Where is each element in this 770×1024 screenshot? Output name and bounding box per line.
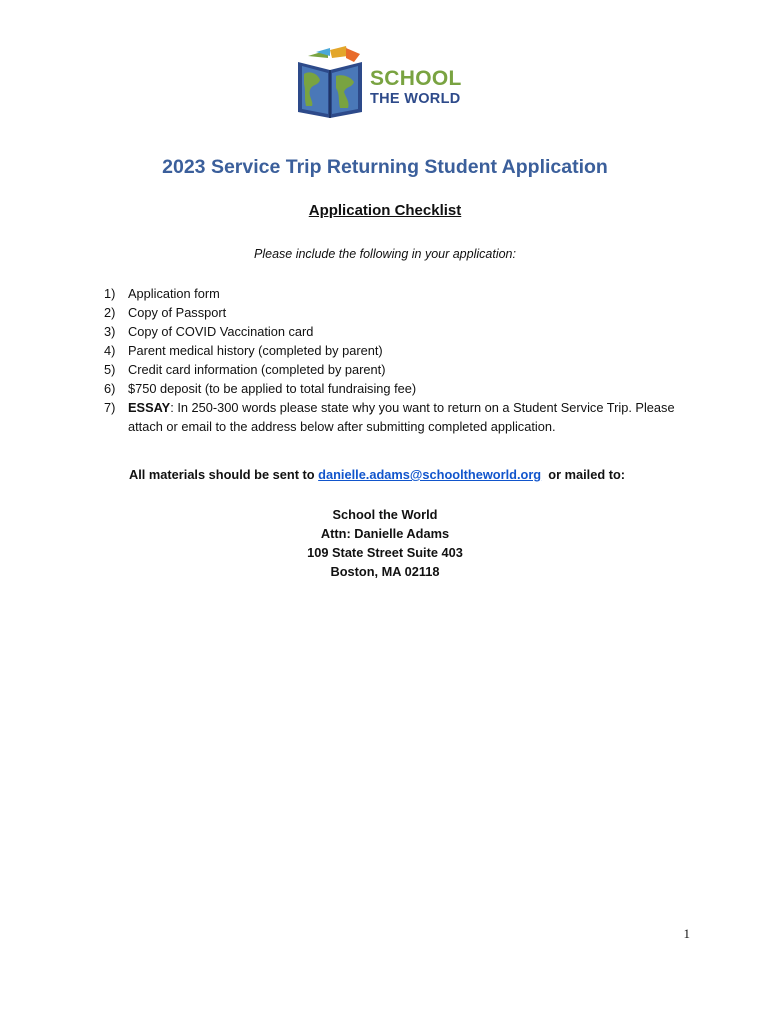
application-checklist (104, 284, 684, 436)
item-text: Application form (128, 286, 220, 301)
logo-text-school: SCHOOL (370, 67, 462, 90)
item-text: Copy of COVID Vaccination card (128, 324, 314, 339)
item-number: 1) (104, 286, 116, 301)
logo-text-the-world: THE WORLD (370, 91, 461, 107)
essay-label: ESSAY (128, 400, 171, 415)
materials-prefix: All materials should be sent to (129, 467, 315, 482)
book-globe-icon (294, 46, 366, 118)
page-number: 1 (683, 926, 690, 941)
address-line: Attn: Danielle Adams (320, 526, 450, 541)
address-line: 109 State Street Suite 403 (307, 545, 463, 560)
item-text: : In 250-300 words please state why you want to return on a Student Service Trip. Please attach or email to the address below after submitting completed application. (128, 400, 675, 434)
item-number: 2) (104, 305, 116, 320)
item-text: Parent medical history (completed by parent) (128, 343, 383, 358)
mailing-address (0, 505, 770, 581)
item-number: 6) (104, 381, 116, 396)
item-number: 4) (104, 343, 116, 358)
contact-email-link[interactable]: danielle.adams@schooltheworld.org (318, 467, 542, 482)
checklist-heading: Application Checklist (308, 202, 462, 219)
intro-text: Please include the following in your application: (254, 247, 516, 261)
item-text: Copy of Passport (128, 305, 227, 320)
checklist-item (104, 322, 684, 341)
page-title: 2023 Service Trip Returning Student Application (162, 156, 608, 178)
checklist-item (104, 379, 684, 398)
school-the-world-logo (294, 46, 484, 118)
item-number: 3) (104, 324, 116, 339)
address-line: School the World (332, 507, 438, 522)
checklist-item (104, 341, 684, 360)
item-number: 5) (104, 362, 116, 377)
checklist-item (104, 303, 684, 322)
materials-suffix: or mailed to: (548, 467, 626, 482)
checklist-item (104, 284, 684, 303)
item-text: $750 deposit (to be applied to total fundraising fee) (128, 381, 417, 396)
checklist-item (104, 360, 684, 379)
address-line: Boston, MA 02118 (330, 564, 440, 579)
materials-instructions (129, 467, 625, 482)
item-text: Credit card information (completed by parent) (128, 362, 386, 377)
checklist-item-essay (104, 398, 684, 436)
item-number: 7) (104, 400, 116, 415)
